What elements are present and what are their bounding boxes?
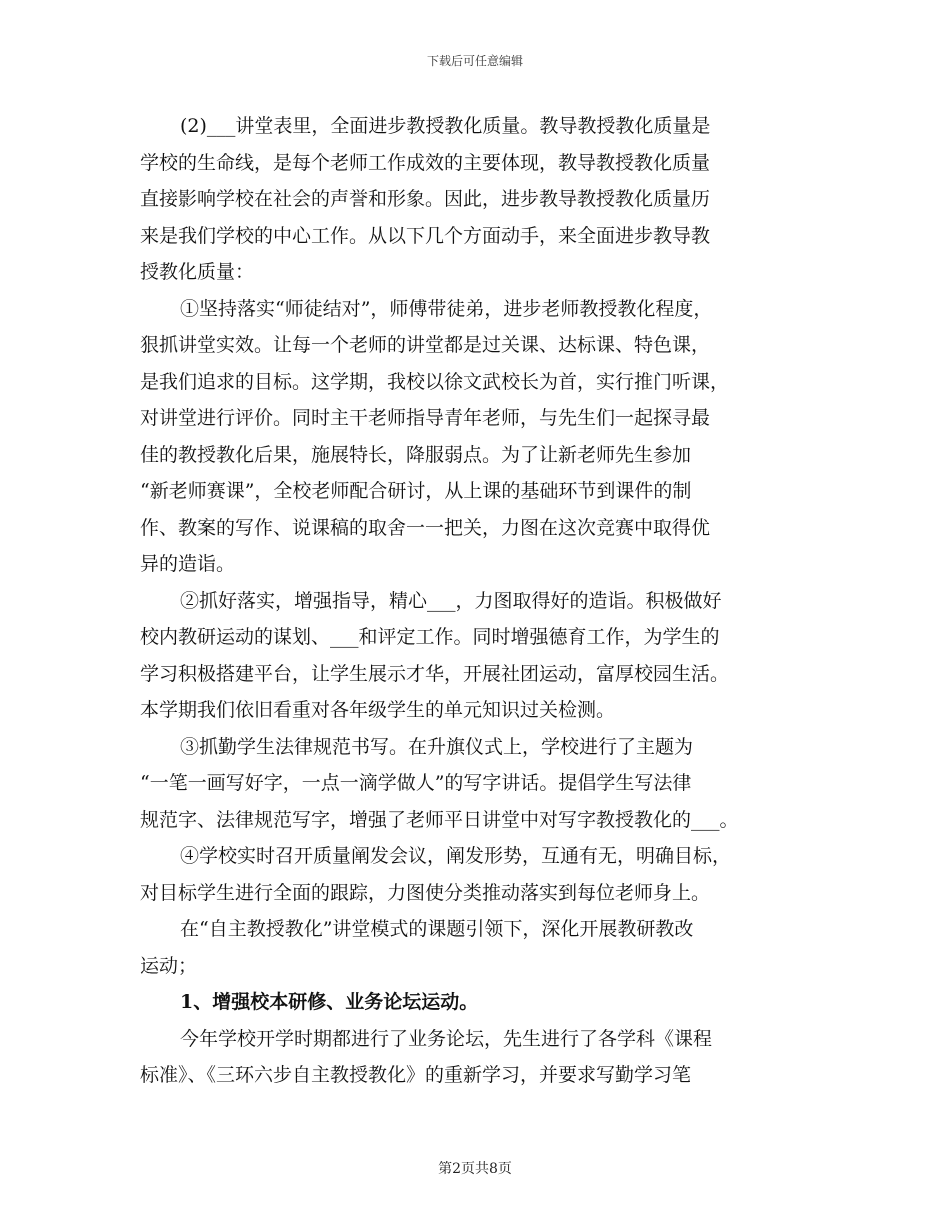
text-line: ①坚持落实“师徒结对”，师傅带徒弟，进步老师教授教化程度， (180, 297, 713, 320)
document-body (140, 108, 815, 1094)
text-line: “新老师赛课”，全校老师配合研讨，从上课的基础环节到课件的制 (140, 480, 692, 502)
text-line: ②抓好落实，增强指导，精心___，力图取得好的造诣。积极做好 (180, 589, 722, 612)
text-line: 狠抓讲堂实效。让每一个老师的讲堂都是过关课、达标课、特色课， (140, 334, 711, 356)
text-line: 佳的教授教化后果，施展特长，降服弱点。为了让新老师先生参加 (140, 443, 692, 466)
text-line: (2)___讲堂表里，全面进步教授教化质量。教导教授教化质量是 (180, 115, 711, 137)
text-line: 校内教研运动的谋划、___和评定工作。同时增强德育工作，为学生的 (140, 626, 720, 648)
text-line: 异的造诣。 (140, 553, 236, 575)
text-line: 授教化质量： (140, 261, 255, 283)
text-line: 运动； (140, 954, 198, 977)
text-line: ③抓勤学生法律规范书写。在升旗仪式上，学校进行了主题为 (180, 735, 694, 758)
text-line: 对目标学生进行全面的跟踪，力图使分类推动落实到每位老师身上。 (140, 881, 711, 904)
text-line: 来是我们学校的中心工作。从以下几个方面动手，来全面进步教导教 (140, 224, 711, 247)
text-line: 标准》、《三环六步自主教授教化》的重新学习，并要求写勤学习笔 (140, 1064, 692, 1086)
header-note: 下载后可任意编辑 (426, 54, 523, 68)
text-line: 学校的生命线，是每个老师工作成效的主要体现，教导教授教化质量 (140, 151, 711, 174)
text-line: 对讲堂进行评价。同时主干老师指导青年老师，与先生们一起探寻最 (140, 407, 711, 429)
section-heading: 1、增强校本研修、业务论坛运动。 (180, 991, 479, 1013)
text-line: 学习积极搭建平台，让学生展示才华，开展社团运动，富厚校园生活。 (140, 662, 730, 685)
text-line: 直接影响学校在社会的声誉和形象。因此，进步教导教授教化质量历 (140, 188, 711, 210)
text-line: 是我们追求的目标。这学期，我校以徐文武校长为首，实行推门听课， (140, 370, 730, 393)
text-line: ④学校实时召开质量阐发会议，阐发形势，互通有无，明确目标， (180, 845, 732, 867)
text-line: 本学期我们依旧看重对各年级学生的单元知识过关检测。 (140, 699, 616, 721)
page-number: 第2页共8页 (438, 1161, 512, 1177)
text-line: 在“自主教授教化”讲堂模式的课题引领下，深化开展教研教改 (180, 918, 694, 940)
text-line: 规范字、法律规范写字，增强了老师平日讲堂中对写字教授教化的___。 (140, 808, 739, 831)
text-line: 作、教案的写作、说课稿的取舍一一把关，力图在这次竞赛中取得优 (140, 516, 711, 539)
text-line: 今年学校开学时期都进行了业务论坛，先生进行了各学科《课程 (180, 1027, 713, 1050)
text-line: “一笔一画写好字，一点一滴学做人”的写字讲话。提倡学生写法律 (140, 772, 692, 794)
